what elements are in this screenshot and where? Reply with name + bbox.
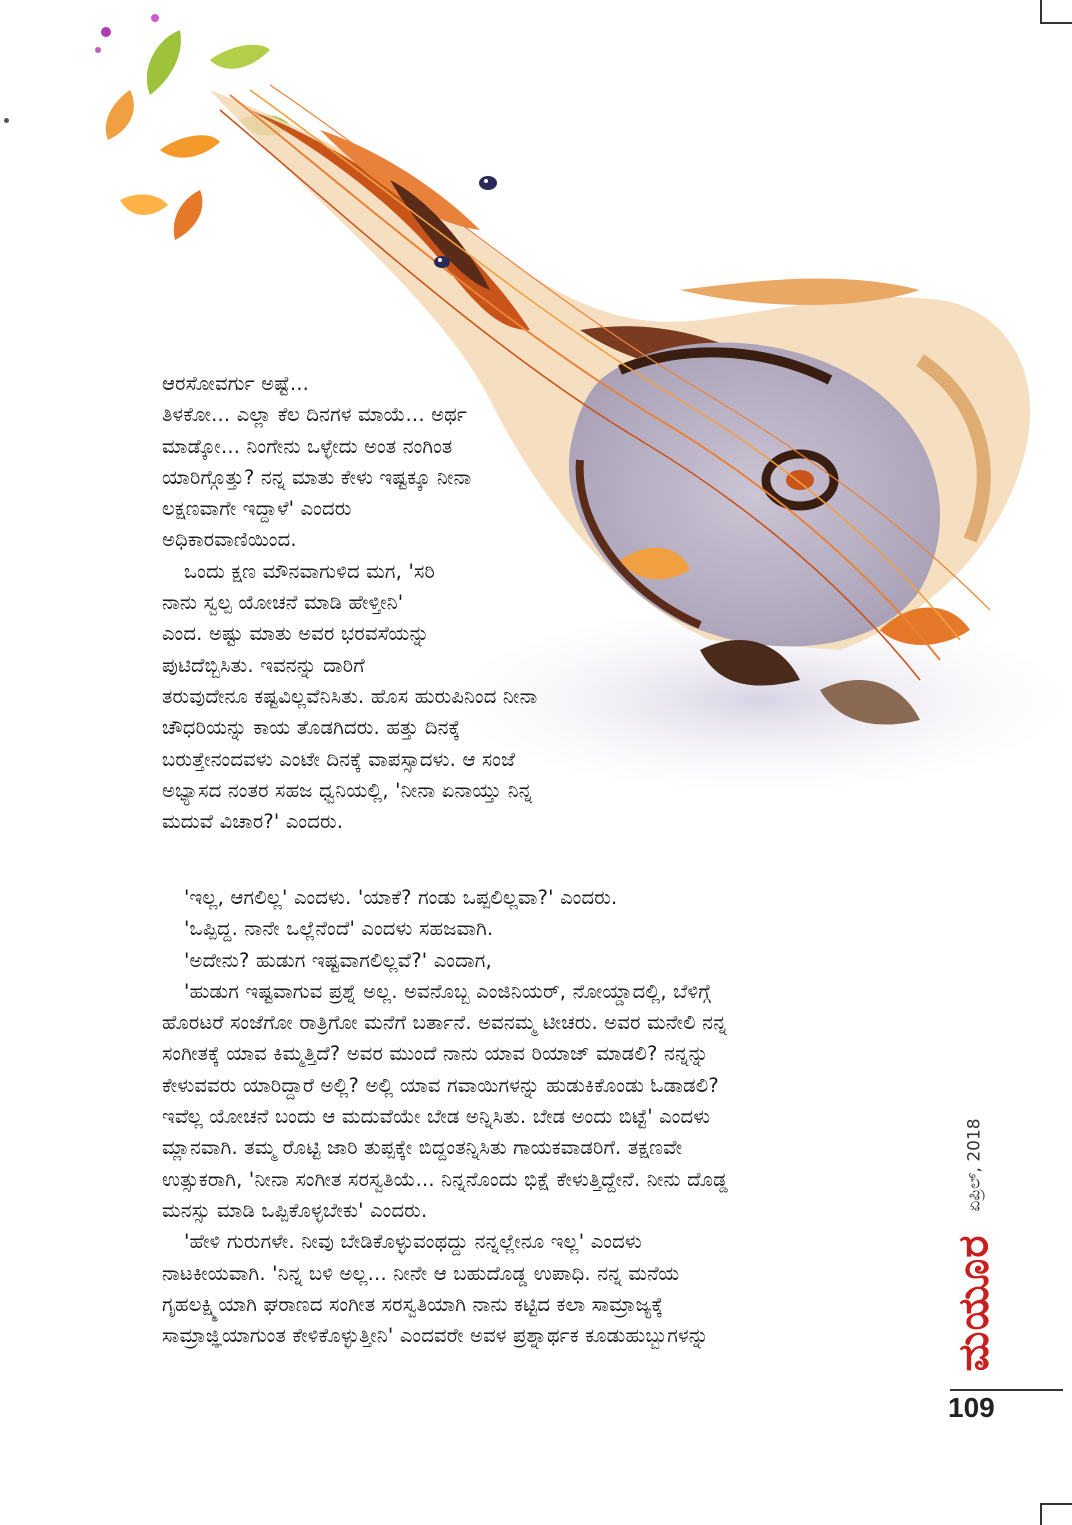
issue-date xyxy=(955,1110,995,1220)
text-line: 'ಒಪ್ಪಿದ್ದ. ನಾನೇ ಒಲ್ಲೆನೆಂದೆ' ಎಂದಳು ಸಹಜವಾಗಿ. xyxy=(184,917,494,941)
text-line: ಬರುತ್ತೇನಂದವಳು ಎಂಟೇ ದಿನಕ್ಕೆ ವಾಪಸ್ಸಾದಳು. ಆ ಸಂಜೆ xyxy=(162,747,516,771)
crop-mark-bottom-right-h xyxy=(1040,1503,1072,1505)
text-line: ಮನಸ್ಸು ಮಾಡಿ ಒಪ್ಪಿಕೊಳ್ಳಬೇಕು' ಎಂದರು. xyxy=(162,1198,428,1222)
text-line: ಮಾಡ್ಕೋ... ನಿಂಗೇನು ಒಳ್ಳೇದು ಅಂತ ನಂಗಿಂತ xyxy=(162,434,453,458)
text-line: ಆರಸೋವರ್ಗು ಅಷ್ಟೆ... xyxy=(162,372,310,395)
text-line: ಅಭ್ಯಾಸದ ನಂತರ ಸಹಜ ಧ್ವನಿಯಲ್ಲಿ, 'ನೀನಾ ಏನಾಯ್ತು ನಿನ್ನ xyxy=(162,778,533,802)
text-line: ಒಂದು ಕ್ಷಣ ಮೌನವಾಗುಳಿದ ಮಗ, 'ಸರಿ xyxy=(184,559,436,583)
text-line: ಲಕ್ಷಣವಾಗೇ ಇದ್ದಾಳೆ' ಎಂದರು xyxy=(162,497,352,521)
text-line: ಗೃಹಲಕ್ಷ್ಮಿಯಾಗಿ ಘರಾಣದ ಸಂಗೀತ ಸರಸ್ವತಿಯಾಗಿ ನಾನು ಕಟ್ಟಿದ ಕಲಾ ಸಾಮ್ರಾಜ್ಯಕ್ಕೆ xyxy=(162,1292,664,1316)
text-line: ಚೌಧರಿಯನ್ನು ಕಾಯ ತೊಡಗಿದರು. ಹತ್ತು ದಿನಕ್ಕೆ xyxy=(162,716,461,740)
text-line: ತರುವುದೇನೂ ಕಷ್ಟವಿಲ್ಲವೆನಿಸಿತು. ಹೊಸ ಹುರುಪಿನಿಂದ ನೀನಾ xyxy=(162,684,538,708)
text-line: ನಾನು ಸ್ವಲ್ಪ ಯೋಚನೆ ಮಾಡಿ ಹೇಳ್ತೀನಿ' xyxy=(162,591,404,615)
text-line: ಸಂಗೀತಕ್ಕೆ ಯಾವ ಕಿಮ್ಮತ್ತಿದೆ? ಅವರ ಮುಂದೆ ನಾನು ಯಾವ ರಿಯಾಜ್ ಮಾಡಲಿ? ನನ್ನನ್ನು xyxy=(162,1042,709,1066)
text-line: ನಾಟಕೀಯವಾಗಿ. 'ನಿನ್ನ ಬಳಿ ಅಲ್ಲ... ನೀನೇ ಆ ಬಹುದೊಡ್ಡ ಉಪಾಧಿ. ನನ್ನ ಮನೆಯ xyxy=(162,1261,680,1285)
text-line: 'ಅದೇನು? ಹುಡುಗ ಇಷ್ಟವಾಗಲಿಲ್ಲವೆ?' ಎಂದಾಗ, xyxy=(184,948,492,972)
crop-mark-bottom-right xyxy=(1040,1503,1042,1525)
edge-dot xyxy=(4,118,9,123)
page-number: 109 xyxy=(948,1392,995,1423)
text-line: ಮದುವೆ ವಿಚಾರ?' ಎಂದರು. xyxy=(162,810,344,834)
magazine-logo-text: ಮಯೂರ xyxy=(948,1234,998,1372)
text-line: ಇವೆಲ್ಲ ಯೋಚನೆ ಬಂದು ಆ ಮದುವೆಯೇ ಬೇಡ ಅನ್ನಿಸಿತು. ಬೇಡ ಅಂದು ಬಿಟ್ಟೆ' ಎಂದಳು xyxy=(162,1105,711,1129)
text-line: ಉತ್ಸುಕರಾಗಿ, 'ನೀನಾ ಸಂಗೀತ ಸರಸ್ವತಿಯೆ... ನಿನ್ನನೊಂದು ಭಿಕ್ಷೆ ಕೇಳುತ್ತಿದ್ದೇನೆ. ನೀನು ದೊಡ್ಡ xyxy=(162,1167,728,1191)
issue-date-text: ಏಪ್ರಿಲ್, 2018 xyxy=(965,1118,985,1212)
text-line: ಯಾರಿಗ್ಗೊತ್ತು? ನನ್ನ ಮಾತು ಕೇಳು ಇಷ್ಟಕ್ಕೂ ನೀನಾ xyxy=(162,465,472,489)
text-line: ಅಧಿಕಾರವಾಣಿಯಿಂದ. xyxy=(162,528,297,552)
text-line: ಎಂದ. ಅಷ್ಟು ಮಾತು ಅವರ ಭರವಸೆಯನ್ನು xyxy=(162,622,430,646)
text-line: 'ಹುಡುಗ ಇಷ್ಟವಾಗುವ ಪ್ರಶ್ನೆ ಅಲ್ಲ. ಅವನೊಬ್ಬ ಎಂಜಿನಿಯರ್, ನೋಯ್ಡಾದಲ್ಲಿ, ಬೆಳಿಗ್ಗೆ xyxy=(184,979,711,1003)
text-line: 'ಇಲ್ಲ, ಆಗಲಿಲ್ಲ' ಎಂದಳು. 'ಯಾಕೆ? ಗಂಡು ಒಪ್ಪಲಿಲ್ಲವಾ?' ಎಂದರು. xyxy=(184,886,618,909)
text-line: ಹೊರಟರೆ ಸಂಜೆಗೋ ರಾತ್ರಿಗೋ ಮನೆಗೆ ಬರ್ತಾನೆ. ಅವನಮ್ಮ ಟೀಚರು. ಅವರ ಮನೇಲಿ ನನ್ನ xyxy=(162,1011,727,1035)
text-line: ತಿಳಕೋ... ಎಲ್ಲಾ ಕೆಲ ದಿನಗಳ ಮಾಯೆ... ಅರ್ಥ xyxy=(162,403,468,427)
magazine-logo xyxy=(948,1228,998,1378)
article-text-narrow xyxy=(162,368,682,837)
article-text-wide xyxy=(162,882,932,1351)
text-line: ಮ್ಲಾನವಾಗಿ. ತಮ್ಮ ರೊಟ್ಟಿ ಜಾರಿ ತುಪ್ಪಕ್ಕೇ ಬಿದ್ದಂತನ್ನಿಸಿತು ಗಾಯಕವಾಡರಿಗೆ. ತಕ್ಷಣವೇ xyxy=(162,1136,683,1160)
text-line: ಕೇಳುವವರು ಯಾರಿದ್ದಾರೆ ಅಲ್ಲಿ? ಅಲ್ಲಿ ಯಾವ ಗವಾಯಿಗಳನ್ನು ಹುಡುಕಿಕೊಂಡು ಓಡಾಡಲಿ? xyxy=(162,1073,719,1097)
text-line: ಸಾಮ್ರಾಜ್ಞಿಯಾಗುಂತ ಕೇಳಿಕೊಳ್ಳುತ್ತೀನಿ' ಎಂದವರೇ ಅವಳ ಪ್ರಶ್ನಾರ್ಥಕ ಕೂಡುಹುಬ್ಬುಗಳನ್ನು xyxy=(162,1324,709,1348)
text-line: ಪುಟಿದೆಬ್ಬಿಸಿತು. ಇವನನ್ನು ದಾರಿಗೆ xyxy=(162,653,365,677)
page-number-rule xyxy=(950,1389,1063,1391)
text-line: 'ಹೇಳಿ ಗುರುಗಳೇ. ನೀವು ಬೇಡಿಕೊಳ್ಳುವಂಥದ್ದು ನನ್ನಲ್ಲೇನೂ ಇಲ್ಲ' ಎಂದಳು xyxy=(184,1230,642,1254)
